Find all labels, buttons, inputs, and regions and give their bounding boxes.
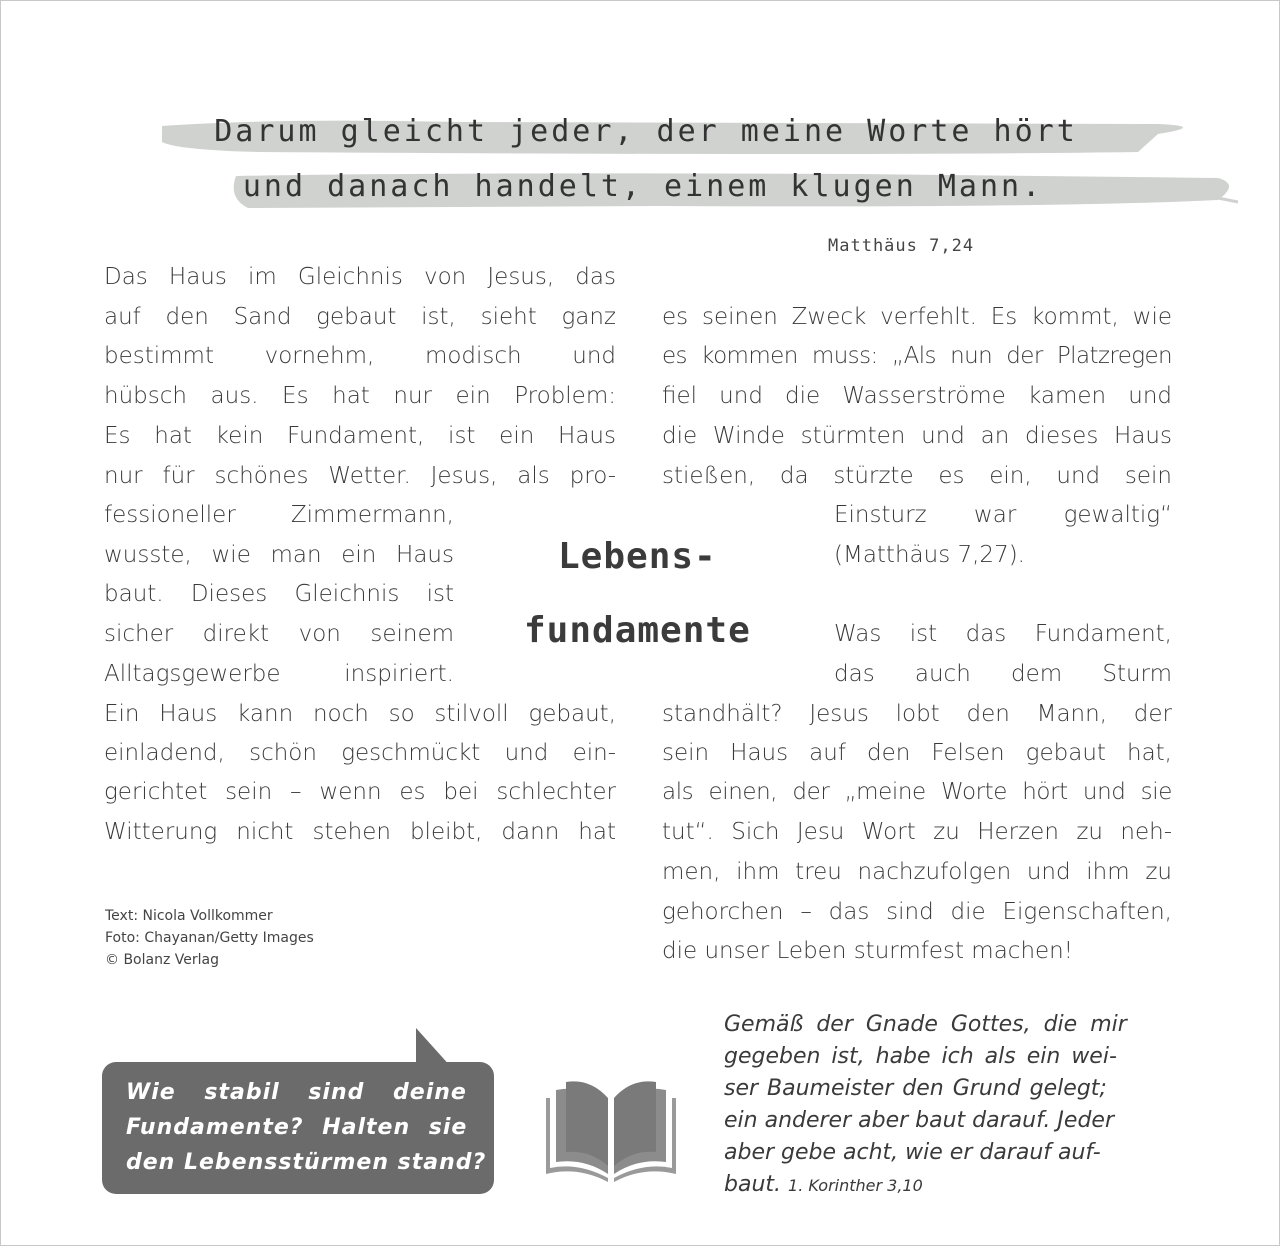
right-line: es kommen muss: „Als nun der Platzregen <box>662 343 1172 369</box>
right-line: die Winde stürmten und an dieses Haus <box>662 423 1172 449</box>
credit-text: Text: Nicola Vollkommer <box>105 908 273 924</box>
verse-line: Gemäß der Gnade Gottes, die mir <box>724 1012 1127 1037</box>
right-line: sein Haus auf den Felsen gebaut hat, <box>662 740 1172 766</box>
left-line: einladend, schön geschmückt und ein- <box>104 740 616 766</box>
right-line: fiel und die Wasserströme kamen und <box>662 383 1172 409</box>
left-line: Alltagsgewerbe inspiriert. <box>104 661 454 687</box>
right-line: Einsturz war gewaltig“ <box>834 502 1172 528</box>
credit-photo: Foto: Chayanan/Getty Images <box>105 930 314 946</box>
right-line: es seinen Zweck verfehlt. Es kommt, wie <box>662 304 1172 330</box>
left-line: wusste, wie man ein Haus <box>104 542 454 568</box>
header-quote-line-1: Darum gleicht jeder, der meine Worte hört <box>214 114 1078 149</box>
left-line: Ein Haus kann noch so stilvoll gebaut, <box>104 701 616 727</box>
header-reference: Matthäus 7,24 <box>828 236 975 256</box>
bubble-line-2: Fundamente? Halten sie <box>126 1115 468 1140</box>
title-line-2: fundamente <box>524 610 751 651</box>
left-line: nur für schönes Wetter. Jesus, als pro- <box>104 463 616 489</box>
bubble-line-3: den Lebensstürmen stand? <box>126 1150 487 1175</box>
right-line: gehorchen – das sind die Eigenschaften, <box>662 899 1172 925</box>
right-line: tut“. Sich Jesu Wort zu Herzen zu neh- <box>662 819 1172 845</box>
verse-line: gegeben ist, habe ich als ein wei- <box>724 1044 1117 1069</box>
left-line: baut. Dieses Gleichnis ist <box>104 581 454 607</box>
left-line: bestimmt vornehm, modisch und <box>104 343 616 369</box>
left-line: Witterung nicht stehen bleibt, dann hat <box>104 819 616 845</box>
left-line: sicher direkt von seinem <box>104 621 454 647</box>
verse-last-line <box>724 1172 1168 1197</box>
open-book-icon <box>544 1078 678 1186</box>
header-quote-line-2: und danach handelt, einem klugen Mann. <box>242 169 1044 204</box>
right-line: stießen, da stürzte es ein, und sein <box>662 463 1172 489</box>
bubble-line-1: Wie stabil sind deine <box>126 1080 467 1105</box>
right-line: als einen, der „meine Worte hört und sie <box>662 779 1172 805</box>
left-line: Das Haus im Gleichnis von Jesus, das <box>104 264 616 290</box>
right-line: das auch dem Sturm <box>834 661 1172 687</box>
left-line: fessioneller Zimmermann, <box>104 502 454 528</box>
right-line: standhält? Jesus lobt den Mann, der <box>662 701 1172 727</box>
right-line: die unser Leben sturmfest machen! <box>662 938 1073 964</box>
left-line: Es hat kein Fundament, ist ein Haus <box>104 423 616 449</box>
right-line: Was ist das Fundament, <box>834 621 1172 647</box>
right-line: men, ihm treu nachzufolgen und ihm zu <box>662 859 1172 885</box>
right-line: (Matthäus 7,27). <box>834 542 1025 568</box>
verse-line: ser Baumeister den Grund gelegt; <box>724 1076 1107 1101</box>
verse-line: aber gebe acht, wie er darauf auf- <box>724 1140 1101 1165</box>
verse-line: ein anderer aber baut darauf. Jeder <box>724 1108 1114 1133</box>
left-line: gerichtet sein – wenn es bei schlechter <box>104 779 616 805</box>
verse-reference: 1. Korinther 3,10 <box>788 1176 923 1195</box>
left-line: auf den Sand gebaut ist, sieht ganz <box>104 304 616 330</box>
credit-publisher: © Bolanz Verlag <box>105 952 219 968</box>
title-line-1: Lebens- <box>558 536 717 577</box>
left-line: hübsch aus. Es hat nur ein Problem: <box>104 383 616 409</box>
verse-last-word: baut. <box>724 1172 782 1197</box>
